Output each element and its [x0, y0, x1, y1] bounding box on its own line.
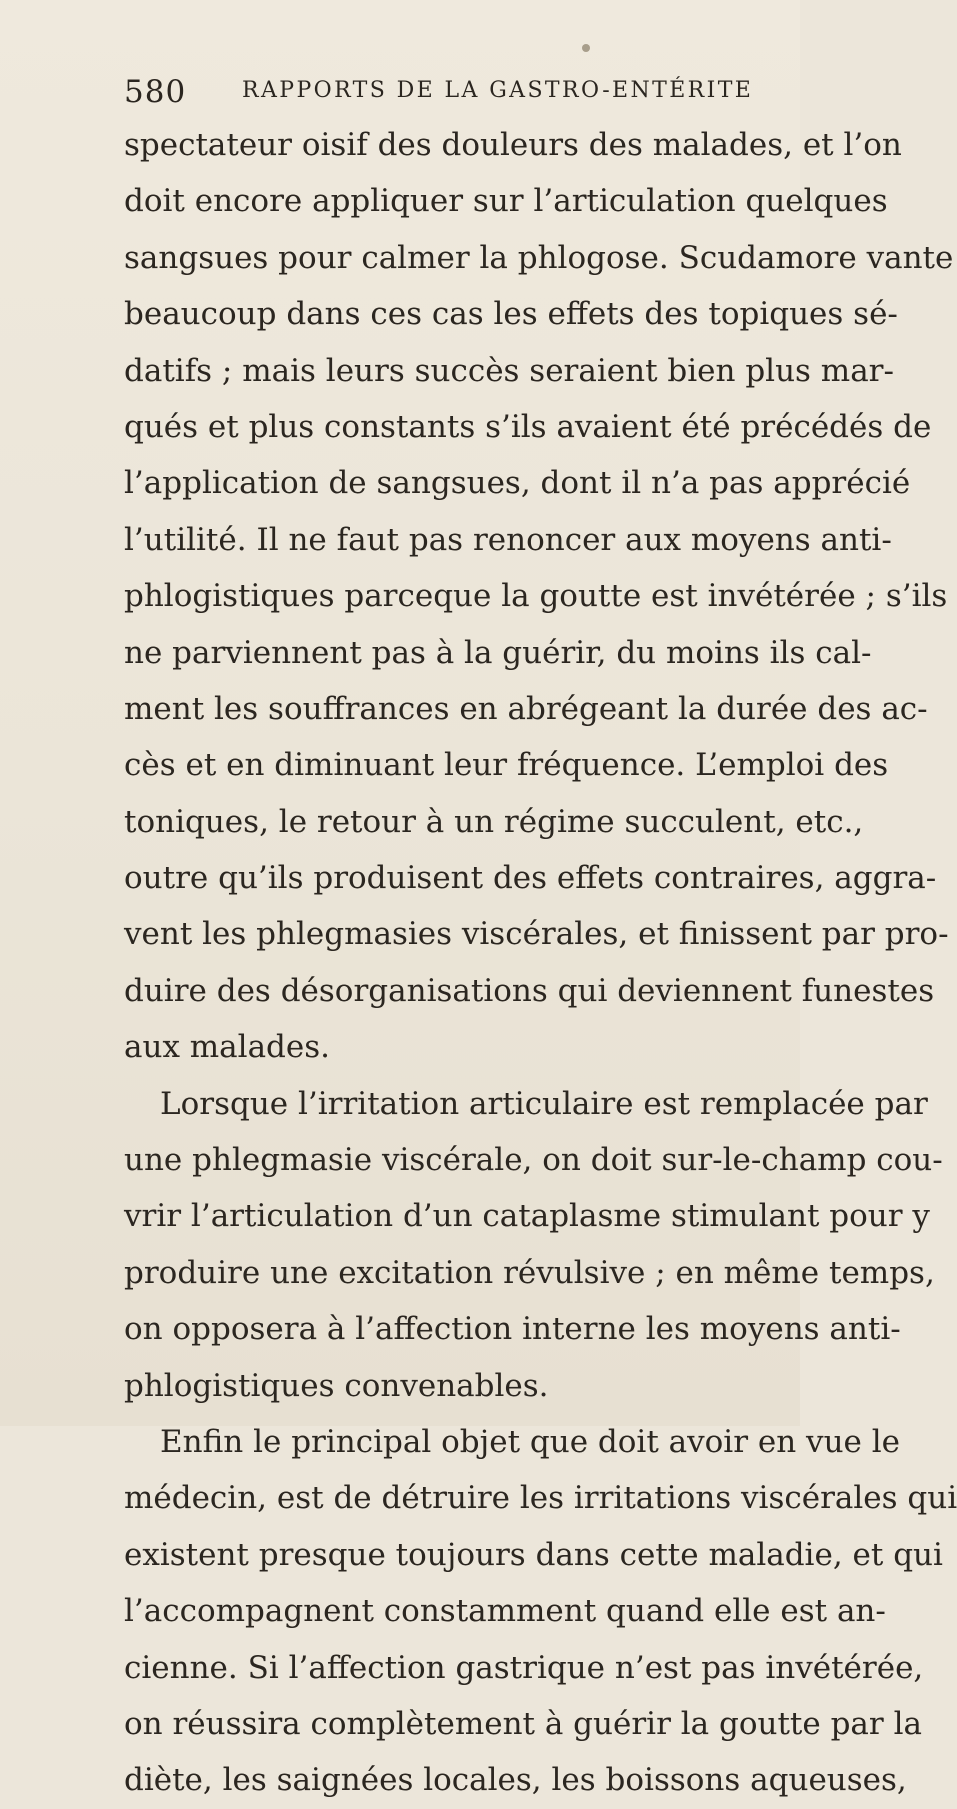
text-line: phlogistiques parceque la goutte est invétérée ; s’ils — [124, 578, 948, 615]
body-text — [124, 117, 957, 1809]
text-line: cès et en diminuant leur fréquence. L’emploi des — [124, 747, 889, 784]
text-line: datifs ; mais leurs succès seraient bien plus mar- — [124, 352, 894, 389]
text-line: Enfin le principal objet que doit avoir en vue le — [160, 1423, 900, 1460]
running-title: RAPPORTS DE LA GASTRO-ENTÉRITE — [242, 78, 754, 103]
text-line: une phlegmasie viscérale, on doit sur-le-champ cou- — [124, 1142, 943, 1179]
text-line: toniques, le retour à un régime succulent, etc., — [124, 803, 864, 840]
text-line: Lorsque l’irritation articulaire est remplacée par — [160, 1085, 928, 1122]
text-line: produire une excitation révulsive ; en même temps, — [124, 1254, 935, 1291]
text-line: beaucoup dans ces cas les effets des topiques sé- — [124, 296, 898, 333]
page-number: 580 — [124, 74, 187, 110]
text-line: ment les souffrances en abrégeant la durée des ac- — [124, 690, 928, 727]
text-line: doit encore appliquer sur l’articulation quelques — [124, 183, 888, 220]
paragraph — [124, 1076, 943, 1414]
text-line: sangsues pour calmer la phlogose. Scudamore vante — [124, 239, 954, 276]
text-line: l’application de sangsues, dont il n’a pas apprécié — [124, 465, 911, 502]
text-line: diète, les saignées locales, les boissons aqueuses, — [124, 1762, 907, 1799]
text-line: l’accompagnent constamment quand elle est an- — [124, 1593, 886, 1630]
text-line: vent les phlegmasies viscérales, et finissent par pro- — [124, 916, 949, 953]
text-line: phlogistiques convenables. — [124, 1367, 549, 1404]
text-line: on opposera à l’affection interne les moyens anti- — [124, 1311, 901, 1348]
text-line: spectateur oisif des douleurs des malades, et l’on — [124, 127, 902, 163]
text-line: vrir l’articulation d’un cataplasme stimulant pour y — [124, 1198, 930, 1235]
text-line: on réussira complètement à guérir la goutte par la — [124, 1705, 922, 1742]
paragraph — [124, 117, 954, 1076]
text-line: existent presque toujours dans cette maladie, et qui — [124, 1536, 943, 1573]
text-line: ne parviennent pas à la guérir, du moins ils cal- — [124, 634, 872, 671]
running-head — [124, 74, 764, 108]
paragraph — [124, 1414, 957, 1809]
text-line: duire des désorganisations qui deviennent funestes — [124, 972, 935, 1009]
ink-speck — [582, 44, 590, 52]
text-line: qués et plus constants s’ils avaient été précédés de — [124, 408, 932, 445]
text-line: cienne. Si l’affection gastrique n’est pas invétérée, — [124, 1649, 924, 1686]
text-line: aux malades. — [124, 1029, 331, 1066]
text-line: l’utilité. Il ne faut pas renoncer aux moyens anti- — [124, 521, 892, 558]
text-line: outre qu’ils produisent des effets contraires, aggra- — [124, 860, 937, 897]
text-line: médecin, est de détruire les irritations viscérales qui — [124, 1480, 957, 1517]
